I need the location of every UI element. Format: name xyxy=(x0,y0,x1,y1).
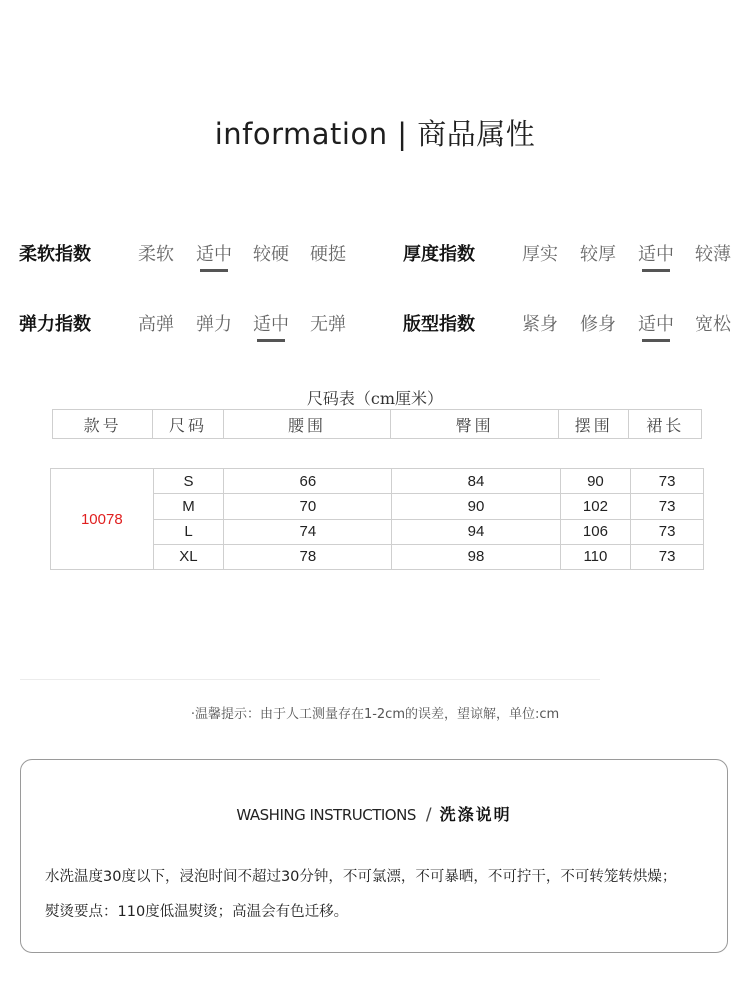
washing-title-cn: 洗涤说明 xyxy=(439,805,512,824)
attribute-label: 柔软指数 xyxy=(19,244,91,265)
attribute-fit xyxy=(0,310,750,350)
attribute-label: 弹力指数 xyxy=(19,314,91,335)
header-hem: 摆围 xyxy=(558,410,629,439)
size-table-body xyxy=(50,468,704,570)
washing-line: 水洗温度30度以下，浸泡时间不超过30分钟，不可氯漂，不可暴晒，不可拧干，不可转笼转烘燥； xyxy=(45,869,677,885)
header-style-no: 款号 xyxy=(53,410,153,439)
attribute-option: 修身 xyxy=(580,314,616,335)
attribute-label: 厚度指数 xyxy=(403,244,475,265)
header-hip: 臀围 xyxy=(391,410,559,439)
cell-size: XL xyxy=(153,544,224,569)
attribute-option: 无弹 xyxy=(310,314,346,335)
washing-line: 熨烫要点：110度低温熨烫；高温会有色迁移。 xyxy=(45,904,349,920)
divider xyxy=(20,679,600,680)
header-length: 裙长 xyxy=(629,410,702,439)
washing-instructions-panel xyxy=(20,759,728,953)
attribute-option: 高弹 xyxy=(138,314,174,335)
cell-hip: 94 xyxy=(392,519,560,544)
cell-hem: 106 xyxy=(560,519,631,544)
attribute-option-selected: 适中 xyxy=(196,240,232,266)
size-table-caption: 尺码表（cm厘米） xyxy=(306,389,444,408)
cell-hem: 90 xyxy=(560,469,631,494)
attribute-option-selected: 适中 xyxy=(253,310,289,336)
attribute-option: 较硬 xyxy=(253,244,289,265)
cell-size: S xyxy=(153,469,224,494)
cell-hip: 90 xyxy=(392,494,560,519)
cell-waist: 78 xyxy=(224,544,392,569)
attribute-option: 宽松 xyxy=(695,314,731,335)
cell-waist: 66 xyxy=(224,469,392,494)
cell-length: 73 xyxy=(631,519,704,544)
attribute-option: 弹力 xyxy=(196,314,232,335)
washing-title-en: WASHING INSTRUCTIONS xyxy=(236,806,416,824)
cell-hip: 98 xyxy=(392,544,560,569)
page-title: information | 商品属性 xyxy=(214,117,536,151)
attribute-option-selected: 适中 xyxy=(638,310,674,336)
header-size: 尺码 xyxy=(153,410,224,439)
cell-length: 73 xyxy=(631,544,704,569)
cell-hem: 110 xyxy=(560,544,631,569)
measurement-note: ·温馨提示：由于人工测量存在1-2cm的误差，望谅解，单位:cm xyxy=(190,707,560,722)
cell-hip: 84 xyxy=(392,469,560,494)
cell-waist: 74 xyxy=(224,519,392,544)
attribute-option: 硬挺 xyxy=(310,244,346,265)
attribute-option: 厚实 xyxy=(522,244,558,265)
cell-hem: 102 xyxy=(560,494,631,519)
attribute-option: 紧身 xyxy=(522,314,558,335)
attribute-option: 较厚 xyxy=(580,244,616,265)
size-table-header xyxy=(52,409,702,439)
cell-length: 73 xyxy=(631,469,704,494)
table-row xyxy=(51,469,704,494)
attribute-option-selected: 适中 xyxy=(638,240,674,266)
attribute-option: 柔软 xyxy=(138,244,174,265)
style-number: 10078 xyxy=(51,469,154,570)
cell-size: M xyxy=(153,494,224,519)
cell-waist: 70 xyxy=(224,494,392,519)
header-waist: 腰围 xyxy=(223,410,391,439)
washing-title-separator: / xyxy=(425,805,432,825)
washing-title xyxy=(21,802,727,825)
attribute-thickness xyxy=(0,240,750,280)
attribute-option: 较薄 xyxy=(695,244,731,265)
cell-length: 73 xyxy=(631,494,704,519)
attribute-label: 版型指数 xyxy=(403,314,475,335)
cell-size: L xyxy=(153,519,224,544)
